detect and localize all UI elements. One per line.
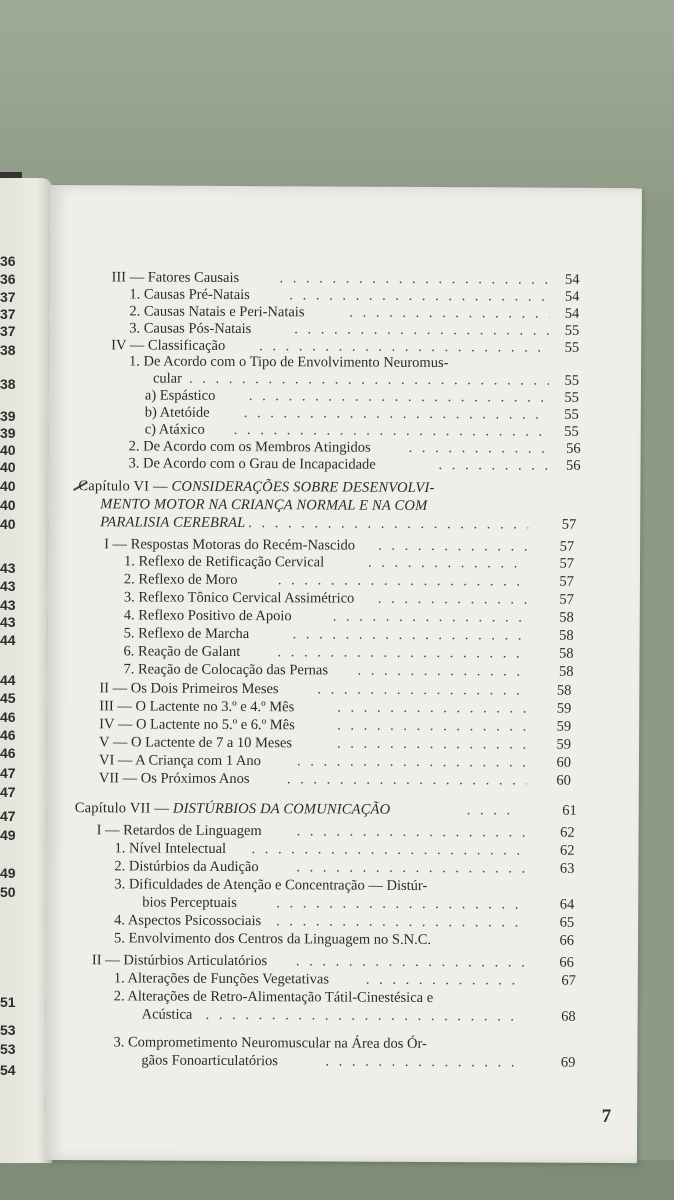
- dot-leader: [337, 699, 527, 718]
- toc-entry-label: 1. Reflexo de Retificação Cervical: [123, 553, 325, 571]
- toc-entry-page: 59: [556, 718, 572, 735]
- toc-entry-label: bios Perceptuais: [142, 894, 237, 911]
- toc-entry-page: 68: [561, 1008, 576, 1025]
- toc-entry[interactable]: [47, 799, 639, 820]
- dot-leader: [378, 590, 528, 609]
- left-page-number: 43: [0, 560, 16, 576]
- left-page-number: 36: [0, 253, 16, 269]
- toc-entry-label: 3. De Acordo com o Grau de Incapacidade: [128, 455, 376, 473]
- toc-entry-page: 54: [564, 305, 580, 322]
- toc-entry[interactable]: [47, 769, 639, 790]
- toc-entry-page: 66: [559, 954, 574, 971]
- dot-leader: [296, 952, 526, 971]
- background-table: [0, 1160, 674, 1200]
- toc-entry-page: 64: [559, 896, 575, 913]
- left-page-number: 46: [0, 709, 16, 725]
- toc-entry-label: VI — A Criança com 1 Ano: [98, 752, 261, 770]
- left-page-number: 44: [0, 672, 16, 688]
- toc-entry-label: 6. Reação de Galant: [123, 643, 241, 661]
- page-number: 7: [601, 1105, 612, 1127]
- left-page-number: 44: [0, 632, 16, 648]
- left-page-number: 53: [0, 1022, 16, 1038]
- dot-leader: [278, 571, 528, 590]
- dot-leader: [276, 894, 526, 913]
- toc-entry-label: cular: [152, 370, 183, 387]
- toc-entry-page: 55: [564, 406, 579, 423]
- toc-entry-page: 59: [556, 700, 572, 717]
- toc-entry-label: 2. Distúrbios da Audição: [114, 858, 259, 876]
- left-page-number: 43: [0, 597, 16, 613]
- toc-entry-label: 2. Reflexo de Moro: [123, 571, 238, 588]
- toc-entry-label: gãos Fonoarticulatórios: [141, 1052, 278, 1070]
- toc-entry[interactable]: [47, 660, 639, 681]
- toc-entry-label: IV — O Lactente no 5.º e 6.º Mês: [99, 716, 295, 734]
- dot-leader: [317, 680, 527, 699]
- toc-entry-page: 55: [564, 372, 580, 389]
- dot-leader: [409, 439, 549, 458]
- left-page-number: 47: [0, 765, 16, 781]
- left-page-number: 47: [0, 808, 16, 824]
- dot-leader: [337, 735, 527, 754]
- toc-entry-page: 57: [559, 555, 575, 572]
- toc-entry-label: 5. Reflexo de Marcha: [123, 625, 250, 643]
- toc-entry-label: 7. Reação de Colocação das Pernas: [123, 661, 329, 679]
- dot-leader: [251, 840, 526, 859]
- left-page-number: 43: [0, 578, 16, 594]
- dot-leader: [206, 1006, 516, 1026]
- toc-entry-label: 5. Envolvimento dos Centros da Linguagem no S.N.C.: [114, 930, 432, 949]
- background-wall: [0, 0, 674, 200]
- dot-leader: [368, 554, 528, 573]
- toc-entry[interactable]: [45, 1051, 637, 1072]
- left-page-number: 40: [0, 459, 16, 475]
- toc-entry-page: 66: [559, 932, 575, 949]
- toc-entry-label: III — Fatores Causais: [111, 269, 240, 286]
- toc-entry-label: I — Retardos de Linguagem: [96, 822, 262, 840]
- dot-leader: [293, 625, 528, 644]
- toc-entry-page: 58: [556, 682, 572, 699]
- toc-entry[interactable]: [48, 513, 640, 534]
- toc-entry-page: 61: [562, 802, 577, 819]
- dot-leader: [276, 912, 526, 931]
- toc-entry-label: II — Distúrbios Articulatórios: [91, 952, 268, 970]
- toc-entry[interactable]: [46, 929, 638, 950]
- toc-entry-label: PARALISIA CEREBRAL: [100, 514, 246, 532]
- left-page-number: 46: [0, 745, 16, 761]
- toc-entry-page: 55: [564, 322, 580, 339]
- left-page-number: 37: [0, 289, 16, 305]
- left-page-number: 46: [0, 727, 16, 743]
- left-page-number: 49: [0, 827, 16, 843]
- toc-entry-page: 57: [561, 516, 577, 533]
- dot-leader: [366, 971, 526, 990]
- dot-leader: [248, 514, 528, 533]
- toc-entry-page: 59: [556, 736, 572, 753]
- toc-entry-page: 56: [566, 440, 581, 457]
- toc-entry-page: 58: [559, 627, 574, 644]
- left-page-number: 53: [0, 1041, 16, 1057]
- toc-entry-page: 60: [556, 772, 571, 789]
- toc-entry-label: Acústica: [141, 1006, 193, 1023]
- left-page-number: 54: [0, 1062, 16, 1078]
- toc-entry-label: VII — Os Próximos Anos: [98, 770, 250, 788]
- left-page: [0, 178, 52, 1163]
- left-page-number: 40: [0, 442, 16, 458]
- toc-entry[interactable]: [46, 1005, 638, 1026]
- toc-entry-label: 4. Reflexo Positivo de Apoio: [123, 607, 292, 625]
- left-page-number: 38: [0, 342, 16, 358]
- toc-entry-label: 2. Alterações de Retro-Alimentação Tátil-Cinestésica e: [113, 988, 434, 1007]
- dot-leader: [325, 1052, 515, 1071]
- left-page-number: 40: [0, 497, 16, 513]
- left-page-number: 37: [0, 306, 16, 322]
- left-page-number: 45: [0, 690, 16, 706]
- toc-entry-label: II — Os Dois Primeiros Meses: [99, 680, 279, 698]
- toc-entry-page: 54: [564, 271, 580, 288]
- left-page-number: 37: [0, 323, 16, 339]
- toc-entry-page: 62: [560, 824, 575, 841]
- toc-entry-label: V — O Lactente de 7 a 10 Meses: [99, 734, 293, 752]
- toc-entry-label: 1. Causas Pré-Natais: [129, 286, 250, 304]
- dot-leader: [467, 801, 517, 819]
- toc-entry-page: 57: [559, 591, 574, 608]
- left-page-number: 51: [0, 994, 16, 1010]
- left-page-number: 40: [0, 516, 16, 532]
- dot-leader: [333, 607, 528, 626]
- left-page-number: 50: [0, 884, 16, 900]
- toc-entry-page: 63: [559, 860, 575, 877]
- toc-entry[interactable]: [48, 454, 640, 475]
- toc-entry-page: 62: [559, 842, 575, 859]
- toc-entry-page: 65: [559, 914, 575, 931]
- left-page-number: 40: [0, 478, 16, 494]
- toc-entry-label: 1. Alterações de Funções Vegetativas: [113, 970, 330, 988]
- dot-leader: [297, 752, 527, 771]
- toc-entry-page: 55: [564, 389, 579, 406]
- left-page-number: 38: [0, 376, 16, 392]
- dot-leader: [296, 858, 526, 877]
- toc-entry-label: IV — Classificação: [111, 337, 226, 354]
- toc-entry-label: c) Atáxico: [144, 421, 205, 438]
- toc-entry-label: Capítulo VI — CONSIDERAÇÕES SOBRE DESENVOLVI-: [78, 478, 435, 497]
- toc-entry-label: MENTO MOTOR NA CRIANÇA NORMAL E NA COM: [100, 496, 428, 514]
- dot-leader: [378, 537, 528, 556]
- dot-leader: [337, 717, 527, 736]
- toc-entry-page: 56: [565, 457, 581, 474]
- toc-entry-label: 4. Aspectos Psicossociais: [114, 912, 262, 930]
- dot-leader: [287, 770, 527, 789]
- toc-entry-label: I — Respostas Motoras do Recém-Nascido: [104, 536, 356, 554]
- toc-entry-page: 57: [559, 538, 575, 555]
- left-page-number: 39: [0, 408, 16, 424]
- toc-entry-page: 58: [558, 663, 574, 680]
- toc-entry-label: 3. Causas Pós-Natais: [129, 320, 252, 338]
- table-of-contents-page: [45, 185, 642, 1163]
- left-page-number: 47: [0, 784, 16, 800]
- toc-entry-page: 67: [561, 972, 576, 989]
- toc-entry-label: Capítulo VII — DISTÚRBIOS DA COMUNICAÇÃO: [74, 800, 391, 818]
- dot-leader: [278, 643, 528, 662]
- dot-leader: [438, 456, 548, 475]
- toc-entry-page: 58: [559, 609, 574, 626]
- toc-entry-page: 57: [559, 573, 574, 590]
- toc-entry-label: 3. Reflexo Tônico Cervical Assimétrico: [123, 589, 355, 607]
- toc-entry-page: 54: [564, 288, 580, 305]
- toc-entry-label: 1. Nível Intelectual: [114, 840, 227, 857]
- toc-entry-label: a) Espástico: [144, 387, 216, 404]
- dot-leader: [357, 662, 527, 681]
- left-page-number: 36: [0, 271, 16, 287]
- toc-entry-page: 60: [556, 754, 572, 771]
- toc-entry-page: 55: [564, 423, 579, 440]
- left-page-number: 49: [0, 865, 16, 881]
- toc-entry-label: 2. De Acordo com os Membros Atingidos: [128, 438, 371, 456]
- left-page-number: 43: [0, 614, 16, 630]
- toc-entry-page: 58: [559, 645, 574, 662]
- left-page-number: 39: [0, 425, 16, 441]
- dot-leader: [297, 822, 527, 841]
- toc-entry-label: 2. Causas Natais e Peri-Natais: [129, 303, 305, 321]
- toc-entry-label: b) Atetóide: [144, 404, 210, 421]
- toc-entry-label: III — O Lactente no 3.º e 4.º Mês: [99, 698, 295, 716]
- toc-entry-page: 69: [560, 1054, 576, 1071]
- toc-entry-page: 55: [564, 339, 580, 356]
- toc-entry-label: 1. De Acordo com o Tipo de Envolvimento Neuromus-: [129, 353, 449, 372]
- toc-entry-label: 3. Dificuldades de Atenção e Concentração — Distúr-: [114, 876, 428, 894]
- toc-entry-label: 3. Comprometimento Neuromuscular na Área dos Ór-: [113, 1034, 427, 1052]
